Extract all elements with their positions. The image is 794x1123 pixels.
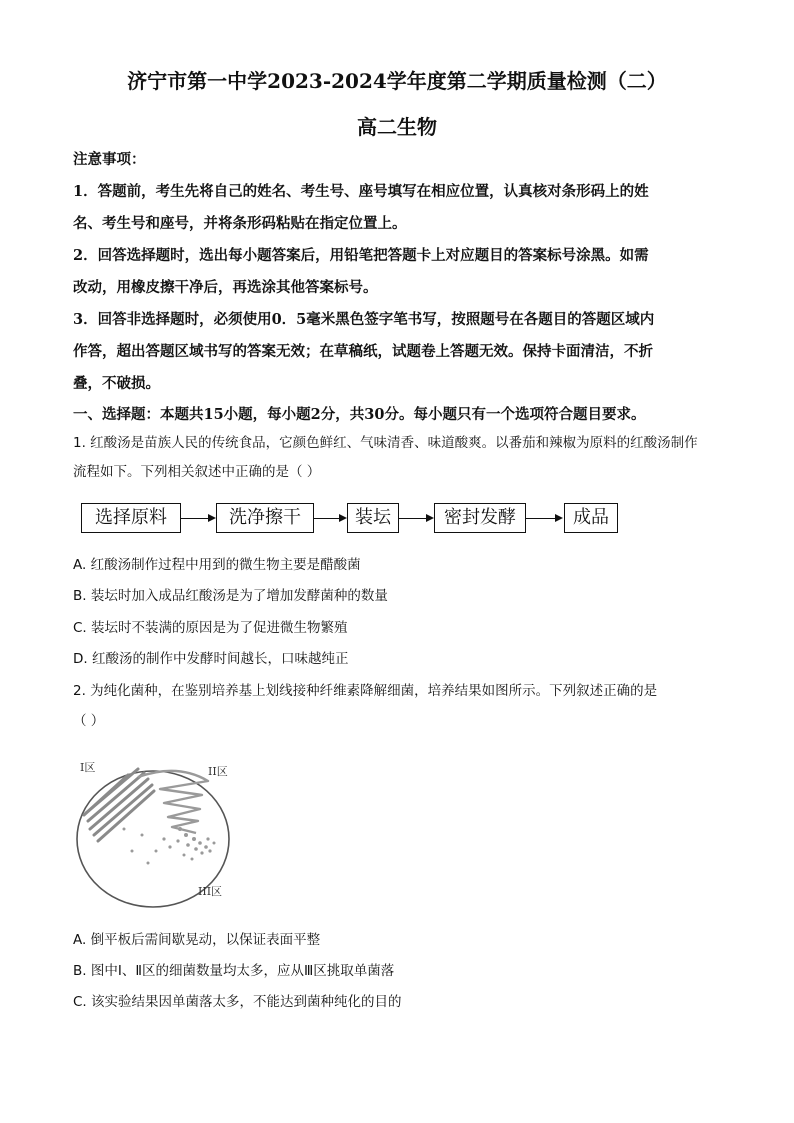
q1-option-c: C. 装坛时不装满的原因是为了促进微生物繁殖 — [73, 620, 348, 636]
flow-step-2: 洗净擦干 — [216, 503, 314, 533]
notes-line: 3．回答非选择题时，必须使用0．5毫米黑色签字笔书写，按照题号在各题目的答题区域内 — [73, 311, 655, 328]
flow-step-3: 装坛 — [347, 503, 399, 533]
petri-dish-icon — [68, 755, 248, 915]
notes-line: 1．答题前，考生先将自己的姓名、考生号、座号填写在相应位置，认真核对条形码上的姓 — [73, 183, 649, 200]
flow-arrow — [399, 518, 427, 519]
notes-heading: 注意事项： — [73, 151, 146, 168]
section-heading: 一、选择题：本题共15小题，每小题2分，共30分。每小题只有一个选项符合题目要求。 — [73, 406, 646, 423]
notes-line: 作答，超出答题区域书写的答案无效；在草稿纸，试题卷上答题无效。保持卡面清洁，不折 — [73, 343, 653, 360]
arrowhead-icon — [208, 514, 216, 522]
q2-option-a: A. 倒平板后需间歇晃动，以保证表面平整 — [73, 932, 321, 948]
notes-line: 叠，不破损。 — [73, 375, 160, 392]
flow-arrow — [526, 518, 556, 519]
flow-step-5: 成品 — [564, 503, 618, 533]
arrowhead-icon — [555, 514, 563, 522]
q2-stem-cont: （ ） — [73, 713, 105, 729]
arrowhead-icon — [339, 514, 347, 522]
petri-dish-figure — [68, 755, 248, 915]
q1-option-a: A. 红酸汤制作过程中用到的微生物主要是醋酸菌 — [73, 557, 361, 573]
q2-option-c: C. 该实验结果因单菌落太多，不能达到菌种纯化的目的 — [73, 994, 402, 1010]
zone-label: II区 — [208, 765, 228, 778]
q1-stem-cont: 流程如下。下列相关叙述中正确的是（ ） — [73, 464, 321, 480]
flow-step-1: 选择原料 — [81, 503, 181, 533]
notes-line: 2．回答选择题时，选出每小题答案后，用铅笔把答题卡上对应题目的答案标号涂黑。如需 — [73, 247, 649, 264]
zone-label: III区 — [198, 885, 223, 898]
flow-arrow — [314, 518, 340, 519]
exam-title: 济宁市第一中学2023-2024学年度第二学期质量检测（二） — [127, 69, 667, 93]
notes-line: 名、考生号和座号，并将条形码粘贴在指定位置上。 — [73, 215, 407, 232]
exam-subtitle: 高二生物 — [357, 115, 437, 139]
q1-option-b: B. 装坛时加入成品红酸汤是为了增加发酵菌种的数量 — [73, 588, 388, 604]
flow-arrow — [181, 518, 209, 519]
notes-line: 改动，用橡皮擦干净后，再选涂其他答案标号。 — [73, 279, 378, 296]
q2-option-b: B. 图中Ⅰ、Ⅱ区的细菌数量均太多，应从Ⅲ区挑取单菌落 — [73, 963, 395, 979]
arrowhead-icon — [426, 514, 434, 522]
q2-stem: 2. 为纯化菌种，在鉴别培养基上划线接种纤维素降解细菌，培养结果如图所示。下列叙述正确的是 — [73, 683, 658, 699]
zone-label: I区 — [80, 761, 96, 774]
q1-stem: 1. 红酸汤是苗族人民的传统食品，它颜色鲜红、气味清香、味道酸爽。以番茄和辣椒为原料的红酸汤制作 — [73, 435, 698, 451]
flow-step-4: 密封发酵 — [434, 503, 526, 533]
q1-option-d: D. 红酸汤的制作中发酵时间越长，口味越纯正 — [73, 651, 349, 667]
